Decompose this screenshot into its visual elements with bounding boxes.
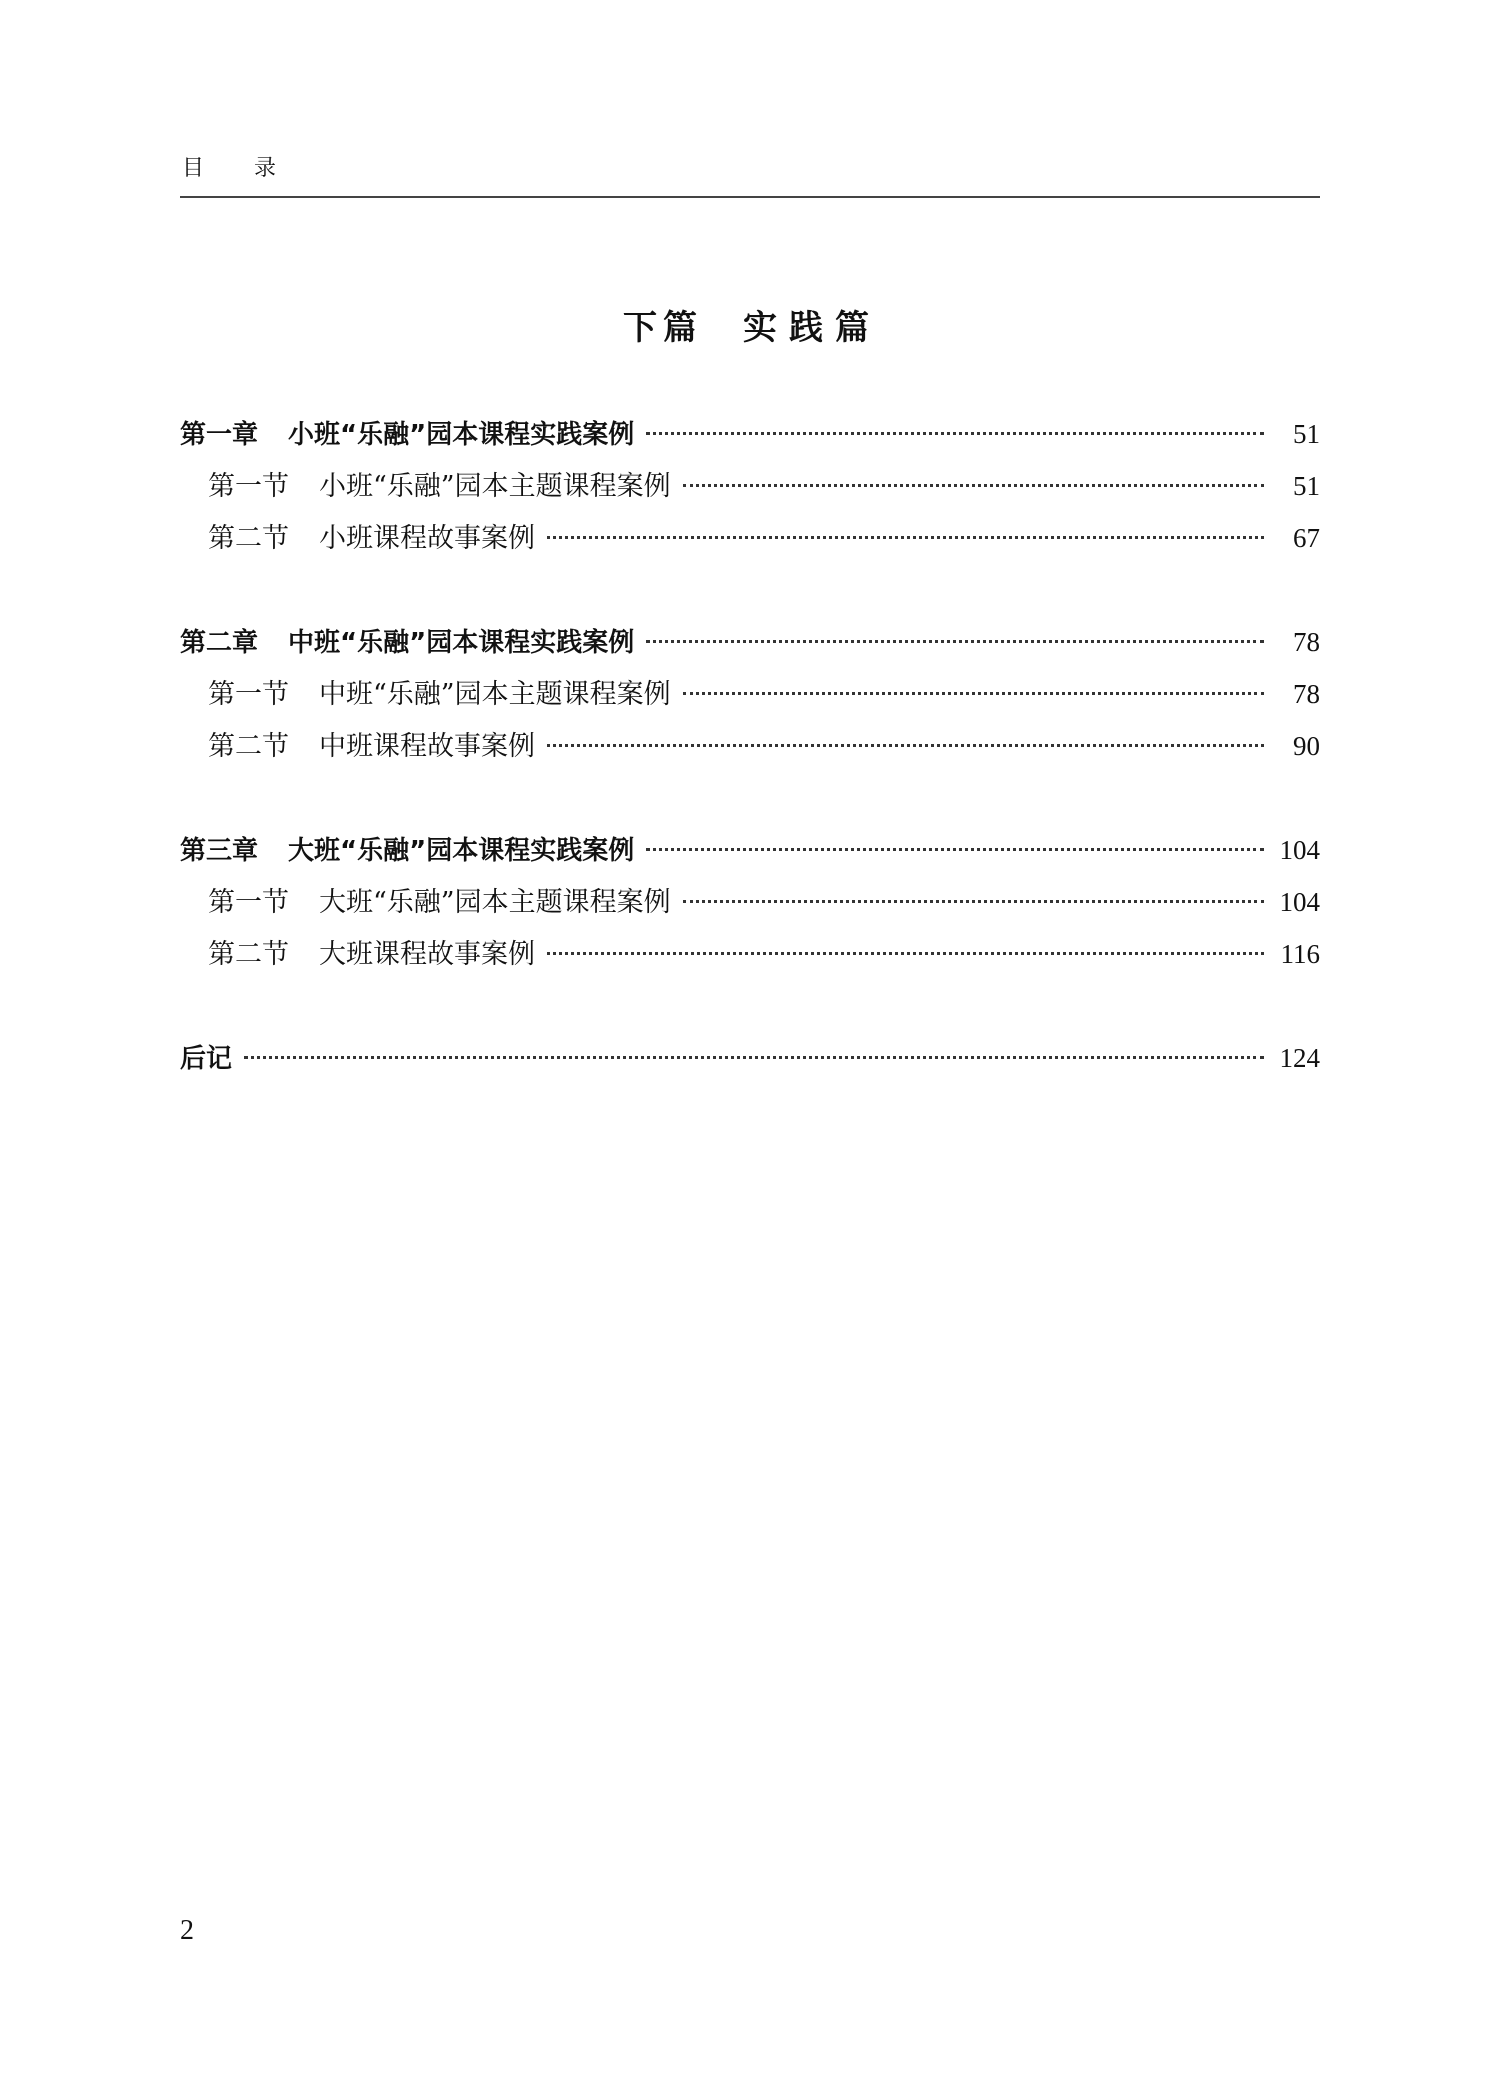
running-header bbox=[180, 150, 1320, 198]
chapter-number: 第二章 bbox=[180, 628, 259, 658]
dot-leader bbox=[683, 900, 1264, 903]
section-title: 大班“乐融”园本主题课程案例 bbox=[319, 887, 671, 918]
dot-leader bbox=[244, 1056, 1264, 1059]
section-number: 第一节 bbox=[208, 471, 289, 502]
page-ref: 104 bbox=[1279, 887, 1320, 917]
dot-leader bbox=[683, 484, 1264, 487]
section-title: 小班“乐融”园本主题课程案例 bbox=[319, 471, 671, 502]
dot-leader bbox=[683, 692, 1264, 695]
toc-chapter-row[interactable] bbox=[180, 408, 1320, 460]
section-title: 中班“乐融”园本主题课程案例 bbox=[319, 679, 671, 710]
page-ref: 78 bbox=[1293, 627, 1320, 657]
running-title: 目录 bbox=[182, 156, 327, 181]
table-of-contents bbox=[180, 408, 1320, 1136]
page-ref: 51 bbox=[1293, 419, 1320, 449]
toc-group-chapter-1 bbox=[180, 408, 1320, 564]
dot-leader bbox=[547, 744, 1264, 747]
section-number: 第一节 bbox=[208, 887, 289, 918]
page-ref: 104 bbox=[1279, 835, 1320, 865]
chapter-title: 小班“乐融”园本课程实践案例 bbox=[288, 420, 635, 450]
part-title bbox=[0, 300, 1504, 349]
section-number: 第一节 bbox=[208, 679, 289, 710]
page-ref: 51 bbox=[1293, 471, 1320, 501]
page-ref: 90 bbox=[1293, 731, 1320, 761]
afterword-title: 后记 bbox=[180, 1044, 233, 1074]
toc-chapter-row[interactable] bbox=[180, 824, 1320, 876]
toc-group-afterword bbox=[180, 1032, 1320, 1084]
toc-section-row[interactable] bbox=[180, 668, 1320, 720]
dot-leader bbox=[646, 432, 1264, 435]
part-name: 实践篇 bbox=[743, 308, 881, 348]
dot-leader bbox=[547, 952, 1264, 955]
section-title: 小班课程故事案例 bbox=[319, 523, 535, 554]
page-ref: 124 bbox=[1279, 1043, 1320, 1073]
part-label: 下篇 bbox=[623, 308, 703, 348]
chapter-title: 中班“乐融”园本课程实践案例 bbox=[288, 628, 635, 658]
dot-leader bbox=[547, 536, 1264, 539]
dot-leader bbox=[646, 848, 1264, 851]
toc-group-chapter-3 bbox=[180, 824, 1320, 980]
toc-section-row[interactable] bbox=[180, 512, 1320, 564]
toc-section-row[interactable] bbox=[180, 928, 1320, 980]
section-number: 第二节 bbox=[208, 939, 289, 970]
toc-section-row[interactable] bbox=[180, 876, 1320, 928]
chapter-number: 第一章 bbox=[180, 420, 259, 450]
toc-section-row[interactable] bbox=[180, 460, 1320, 512]
page-ref: 116 bbox=[1280, 939, 1320, 969]
toc-group-chapter-2 bbox=[180, 616, 1320, 772]
dot-leader bbox=[646, 640, 1264, 643]
toc-section-row[interactable] bbox=[180, 720, 1320, 772]
page-ref: 78 bbox=[1293, 679, 1320, 709]
section-title: 大班课程故事案例 bbox=[319, 939, 535, 970]
section-number: 第二节 bbox=[208, 523, 289, 554]
page-ref: 67 bbox=[1293, 523, 1320, 553]
page-number: 2 bbox=[180, 1915, 194, 1946]
chapter-title: 大班“乐融”园本课程实践案例 bbox=[288, 836, 635, 866]
toc-afterword-row[interactable] bbox=[180, 1032, 1320, 1084]
section-title: 中班课程故事案例 bbox=[319, 731, 535, 762]
toc-chapter-row[interactable] bbox=[180, 616, 1320, 668]
section-number: 第二节 bbox=[208, 731, 289, 762]
chapter-number: 第三章 bbox=[180, 836, 259, 866]
